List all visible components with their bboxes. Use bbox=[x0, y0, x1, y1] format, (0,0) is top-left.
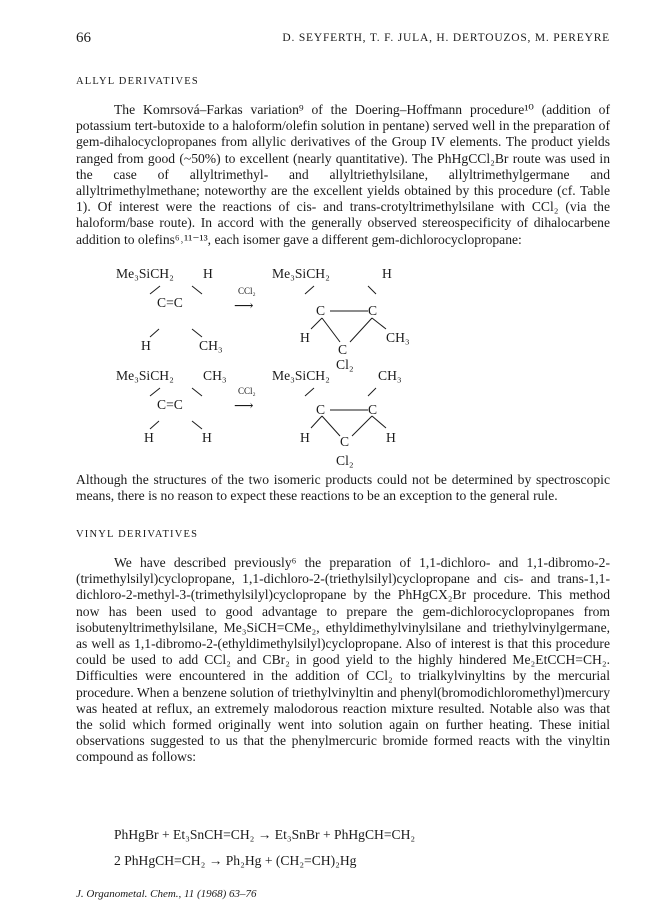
r2-reagent: CCl₂ bbox=[238, 386, 256, 396]
p1-ring-carbon-right: C bbox=[368, 303, 378, 318]
p1-substituent-bottom-left: H bbox=[300, 330, 310, 345]
p2-substituent-top-right: CH₃ bbox=[378, 368, 402, 383]
p2-ring-carbon-right: C bbox=[368, 402, 378, 417]
p2-dichloro: Cl₂ bbox=[336, 453, 354, 468]
r2-substituent-bottom-left: H bbox=[144, 430, 154, 445]
running-head: D. SEYFERTH, T. F. JULA, H. DERTOUZOS, M. PEREYRE bbox=[282, 32, 610, 44]
p2-substituent-bottom-right: H bbox=[386, 430, 396, 445]
p2-ring-carbon-left: C bbox=[316, 402, 326, 417]
r1-substituent-top-left: Me₃SiCH₂ bbox=[116, 266, 174, 281]
p1-ring-carbon-left: C bbox=[316, 303, 326, 318]
paragraph-scheme-note: Although the structures of the two isomeric products could not be determined by spectroscopic means, there is no reason to expect these reactions to be an exception to the general rule. bbox=[76, 472, 610, 504]
r2-substituent-top-right: CH₃ bbox=[203, 368, 227, 383]
r1-substituent-top-right: H bbox=[203, 266, 213, 281]
p1-ring-carbon-bottom: C bbox=[338, 342, 348, 357]
p2-substituent-top-left: Me₃SiCH₂ bbox=[272, 368, 330, 383]
r2-substituent-top-left: Me₃SiCH₂ bbox=[116, 368, 174, 383]
equation-2: 2 PhHgCH=CH₂ → Ph₂Hg + (CH₂=CH)₂Hg bbox=[114, 853, 357, 868]
r1-substituent-bottom-left: H bbox=[141, 338, 151, 353]
page-number: 66 bbox=[76, 30, 91, 46]
r2-double-bond: C=C bbox=[157, 397, 183, 412]
equation-1: PhHgBr + Et₃SnCH=CH₂ → Et₃SnBr + PhHgCH=CH₂ bbox=[114, 827, 416, 842]
journal-citation-footer: J. Organometal. Chem., 11 (1968) 63–76 bbox=[76, 888, 257, 900]
r1-double-bond: C=C bbox=[157, 295, 183, 310]
r2-arrow: ⟶ bbox=[234, 398, 254, 413]
paragraph-vinyl: We have described previously⁶ the preparation of 1,1-dichloro- and 1,1-dibromo-2-(trimethylsilyl)cyclopropane, 1,1-dichloro-2-(triethylsilyl)cyclopropane and cis- and trans-1,1-dichloro-2-methyl-3-(trimethylsilyl)cyclopropane by the PhHgCX₂Br procedure. This method now has been used to good advantage to prepare the gem-dichlorocyclopropanes from isobutenyltrimethylsilane, Me₃SiCH=CMe₂, ethyldimethylvinylsilane and triethylvinylgermane, as well as 1,1-dibromo-2-(ethyldimethylsilyl)cyclopropane. Also of interest is that this procedure could be used to add CCl₂ and CBr₂ in good yield to the highly hindered Me₂EtCCH=CH₂. Difficulties were encountered in the addition of CCl₂ to trialkylvinyltins by the mercurial procedure. When a benzene solution of triethylvinyltin and phenyl(bromodichloromethyl)mercury was heated at reflux, an extremely malodorous reaction mixture resulted. Notable also was that the solid which formed originally went into solution again on further heating. These initial observations suggested to us that the phenylmercuric bromide formed reacts with the vinyltin compound as follows: bbox=[76, 555, 610, 765]
section-heading-allyl: ALLYL DERIVATIVES bbox=[76, 76, 199, 87]
r1-substituent-bottom-right: CH₃ bbox=[199, 338, 223, 353]
p2-ring-carbon-bottom: C bbox=[340, 434, 350, 449]
r1-arrow: ⟶ bbox=[234, 298, 254, 313]
section-heading-vinyl: VINYL DERIVATIVES bbox=[76, 529, 199, 540]
r1-reagent: CCl₂ bbox=[238, 286, 256, 296]
p1-substituent-top-left: Me₃SiCH₂ bbox=[272, 266, 330, 281]
p1-substituent-top-right: H bbox=[382, 266, 392, 281]
p1-dichloro: Cl₂ bbox=[336, 357, 354, 372]
p2-substituent-bottom-left: H bbox=[300, 430, 310, 445]
r2-substituent-bottom-right: H bbox=[202, 430, 212, 445]
paragraph-allyl: The Komrsová–Farkas variation⁹ of the Doering–Hoffmann procedure¹⁰ (addition of potassium tert-butoxide to a haloform/olefin solution in pentane) served well in the preparation of gem-dihalocyclopropanes from allylic derivatives of the Group IV elements. The product yields ranged from good (~50%) to excellent (nearly quantitative). The PhHgCCl₂Br route was used in the case of allyltrimethyl- and allyltriethylsilane, allyltrimethylgermane and allyltrimethylmethane; noteworthy are the excellent yields obtained by this procedure (cf. Table 1). Of interest were the reactions of cis- and trans-crotyltrimethylsilane with CCl₂ (via the haloform/base route). In accord with the generally observed stereospecificity of dihalocarbene addition to olefins⁶˒¹¹⁻¹³, each isomer gave a different gem-dichlorocyclopropane: bbox=[76, 102, 610, 247]
p1-substituent-bottom-right: CH₃ bbox=[386, 330, 410, 345]
